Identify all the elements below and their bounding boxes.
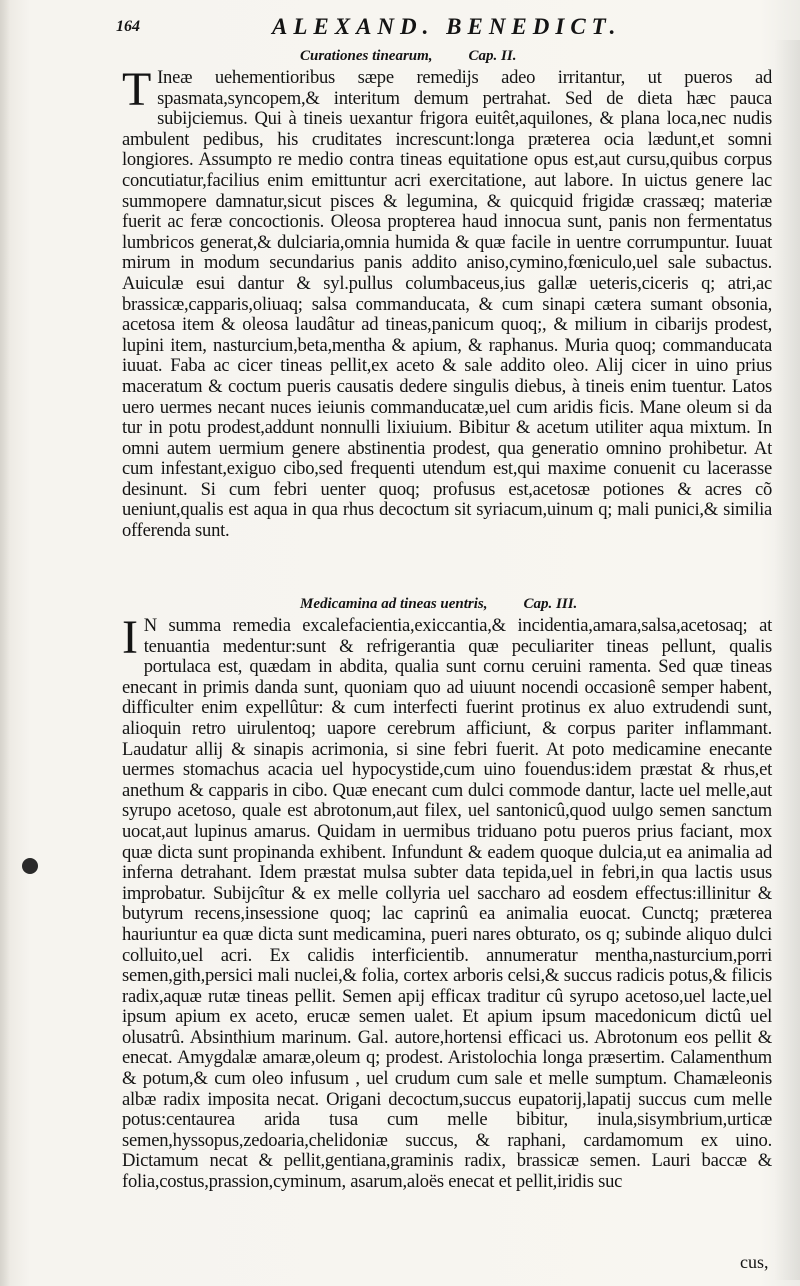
chapter-number: Cap. III. bbox=[523, 596, 578, 612]
chapter-text: N summa remedia excalefacientia,exiccantia,& incidentia,amara,salsa,acetosaq; at tenuantia medentur:sunt & refrigerantia quæ peculiariter tineas pellunt, qualis portulaca est, quædam in abdita, qualia sunt cornu ceruini ramenta. Sed quæ tineas enecant in primis danda sunt, quoniam quo ad uiuunt nocendi occasionê semper habent, difficulter enim expellûtur: & cum interfecti fuerint protinus ex aluo extrudendi sunt, alioquin retro uirulentoq; uapore cerebrum afficiunt, & corpus pariter inflammant. Laudatur allij & sinapis acrimonia, si sine febri fuerit. At poto medicamine enecante uermes stomachus acacia uel hypocystide,cum uino fouendus:idem præstat & rhus,et anethum & capparis in cibo. Quæ enecant cum dulci commode dantur, lacte uel melle,aut syrupo acetoso, quale est abrotonum,aut filex, uel santonicû,quod uulgo semen sanctum uocat,aut lupinus amarus. Quidam in uermibus triduano potu pueros prius faciant, mox quæ dicta sunt propinanda exhibent. Infundunt & eadem quoque dulcia,ut ea animalia ad inferna detrahant. Idem præstat mulsa subter data tepida,uel in febri,in qua lactis usus improbatur. Subijcîtur & ex melle collyria uel saccharo ad eosdem effectus:illinitur & butyrum recens,insessione quoq; lac caprinû ea animalia euocat. Cunctq; præterea hauriuntur ea quæ dicta sunt medicamina, pueri nares obturato, os q; subinde aliquo dulci colluito,uel acri. Ex calidis interficientib. annumeratur mentha,nasturcium,porri semen,gith,persici mali nuclei,& folia, cortex arboris celsi,& succus radicis potus,& filicis radix,aquæ rutæ tineas pellit. Semen apij efficax traditur cû syrupo acetoso,uel lacte,uel ipsum apium ex aceto, erucæ semen ualet. Et apium ipsum macedonicum dictû uel olusatrû. Absinthium marinum. Gal. autore,hortensi efficaci us. Abrotonum eos pellit & enecat. Amygdalæ amaræ,oleum q; prodest. Aristolochia longa præsertim. Calamenthum & potum,& cum oleo infusum , uel crudum cum sale et melle sumptum. Chamæleonis albæ radix imposita necat. Origani decoctum,succus eupatorij,lapatij succus cum melle potus:centaurea arida tusa cum melle bibitur, inula,sisymbrium,urticæ semen,hyssopus,zedoaria,chelidoniæ succus, & raphani, cardamomum ex uino. Dictamum necat & pellit,gentiana,graminis radix, brassicæ semen. Lauri baccæ & folia,costus,prassion,cyminum, asarum,aloës enecat et pellit,iridis suc bbox=[122, 615, 772, 1193]
chapter-heading bbox=[300, 48, 516, 65]
chapter-paragraph bbox=[122, 63, 772, 542]
page-header bbox=[116, 12, 766, 44]
chapter-body bbox=[122, 63, 772, 542]
page-number: 164 bbox=[116, 18, 140, 35]
page-gutter-shadow bbox=[0, 0, 10, 1286]
running-title: ALEXAND. BENEDICT. bbox=[272, 14, 622, 39]
drop-cap: I bbox=[122, 611, 138, 664]
chapter-number: Cap. II. bbox=[468, 48, 517, 64]
chapter-title: Curationes tinearum, bbox=[300, 48, 433, 64]
ink-spot bbox=[22, 858, 38, 874]
page-edge-shadow bbox=[774, 40, 800, 1280]
chapter-paragraph bbox=[122, 611, 772, 1193]
drop-cap: T bbox=[122, 63, 152, 116]
chapter-heading bbox=[300, 596, 577, 613]
chapter-title: Medicamina ad tineas uentris, bbox=[300, 596, 488, 612]
catchword: cus, bbox=[740, 1252, 769, 1272]
chapter-body bbox=[122, 611, 772, 1193]
chapter-text: Ineæ uehementioribus sæpe remedijs adeo irritantur, ut pueros ad spasmata,syncopem,& interitum demum pertrahat. Sed de dieta hæc pauca subijciemus. Qui à tineis uexantur frigora euitêt,aquilones, & plana loca,nec nudis ambulent pedibus, his cruditates increscunt:longa præterea ocia lædunt,et somni longiores. Assumpto re medio contra tineas equitatione opus est,aut cursu,quibus corpus concutiatur,facilius enim emittuntur acri exercitatione, aut labore. In uictus genere lac summopere damnatur,sicut pisces & legumina, & quicquid frigidæ crassæq; materiæ fuerit ac feræ concoctionis. Oleosa propterea haud innocua sunt, panis non fermentatus lumbricos generat,& dulciaria,omnia humida & quæ facile in uentre corrumpuntur. Iuuat mirum in modum secundarius panis addito aniso,cymino,fœniculo,uel sale subactus. Auiculæ esui dantur & syl.pullus columbaceus,ius gallæ ueteris,ciceris q; atri,ac brassicæ,capparis,oliuaq; salsa commanducata, & cum sinapi cætera sumant obsonia, acetosa item & oleosa laudâtur ad tineas,panicum quoq;, & milium in cibarijs prodest, lupini item, nasturcium,beta,mentha & apium, & raphanus. Muria quoq; commanducata iuuat. Faba ac cicer tineas pellit,ex aceto & sale addito oleo. Alij cicer in uino prius maceratum & coctum pueris causatis dedere singulis diebus, à tineis enim tuentur. Latos uero uermes necant nuces ieiunis commanducatæ,uel cum aridis ficis. Mane oleum si da tur in potu prodest,addunt nonnulli lixiuium. Bibitur & acetum utiliter aqua mixtum. In omni autem uermium genere abstinentia prodest, qua generatio omnino prohibetur. At cum infestant,exiguo cibo,sed frequenti utendum est,qui maxime conuenit cu lacerasse desinunt. Si cum febri uenter quoq; profusus est,acetosæ potiones & acres cõ ueniunt,qualis est aqua in qua rhus decoctum sit syriacum,uinum q; mali punici,& similia offerenda sunt. bbox=[122, 67, 772, 542]
